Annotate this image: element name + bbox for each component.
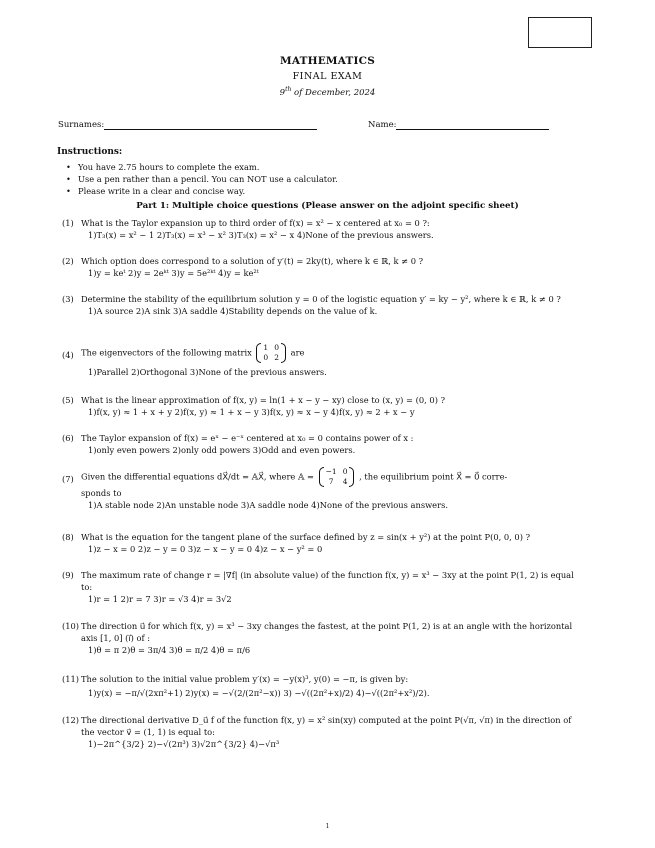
question-options: 1)A stable node 2)An unstable node 3)A saddle node 4)None of the previous answers. xyxy=(88,500,448,510)
score-box xyxy=(528,17,592,48)
question-12: (12) The directional derivative D_u⃗ f of the function f(x, y) = x² sin(xy) computed at the point P(√π, √π) in the direction of the vector v⃗ = (1, 1) is equal to: 1)−2π^{3/2} 2)−√(2π³) 3)√2π^{3/2} 4)−√π³ xyxy=(62,714,584,750)
name-label: Name: xyxy=(368,120,397,130)
part-title: Part 1: Multiple choice questions (Please answer on the adjoint specific sheet) xyxy=(136,201,519,211)
question-9: (9) The maximum rate of change r = |∇f| (in absolute value) of the function f(x, y) = x³ − 3xy at the point P(1, 2) is equal to: 1)r = 1 2)r = 7 3)r = √3 4)r = 3√2 xyxy=(62,569,584,605)
matrix: −1 0 7 4 xyxy=(319,467,355,487)
page-number: 1 xyxy=(325,823,330,830)
question-options: 1)θ = π 2)θ = 3π/4 3)θ = π/2 4)θ = π/6 xyxy=(88,645,251,655)
question-3: (3) Determine the stability of the equilibrium solution y = 0 of the logistic equation y′ = ky − y², where k ∈ ℝ, k ≠ 0 ? 1)A source 2)A sink 3)A saddle 4)Stability depends on the value of k. xyxy=(62,293,584,317)
name-field[interactable] xyxy=(368,120,549,130)
question-1: (1) What is the Taylor expansion up to third order of f(x) = x² − x centered at x₀ = 0 ?: 1)T₃(x) = x² − 1 2)T₃(x) = x³ − x² 3)T₃(x) = x² − x 4)None of the previous answers. xyxy=(62,217,584,241)
surnames-field[interactable] xyxy=(58,120,317,130)
question-options: 1)z − x = 0 2)z − y = 0 3)z − x − y = 0 4)z − x − y² = 0 xyxy=(88,544,323,554)
question-options: 1)y(x) = −π/√(2xπ²+1) 2)y(x) = −√(2/(2π²−x)) 3) −√((2π²+x)/2) 4)−√((2π²+x²)/2). xyxy=(88,688,430,698)
exam-title: MATHEMATICS xyxy=(280,55,375,67)
surnames-label: Surnames: xyxy=(58,120,105,130)
question-options: 1)Parallel 2)Orthogonal 3)None of the previous answers. xyxy=(88,367,327,377)
question-options: 1)T₃(x) = x² − 1 2)T₃(x) = x³ − x² 3)T₃(x) = x² − x 4)None of the previous answers. xyxy=(88,230,434,240)
question-options: 1)−2π^{3/2} 2)−√(2π³) 3)√2π^{3/2} 4)−√π³ xyxy=(88,739,280,749)
exam-date: 9th of December, 2024 xyxy=(279,86,376,98)
matrix: 1 0 0 2 xyxy=(256,343,286,363)
question-10: (10) The direction u⃗ for which f(x, y) = x³ − 3xy changes the fastest, at the point P(1, 2) is at an angle with the horizontal axis [1, 0] (i⃗) of : 1)θ = π 2)θ = 3π/4 3)θ = π/2 4)θ = π/6 xyxy=(62,620,584,656)
instructions-list xyxy=(66,161,338,197)
question-6: (6) The Taylor expansion of f(x) = eˣ − e⁻ˣ centered at x₀ = 0 contains power of x : 1)only even powers 2)only odd powers 3)Odd and even powers. xyxy=(62,432,584,456)
question-options: 1)r = 1 2)r = 7 3)r = √3 4)r = 3√2 xyxy=(88,594,232,604)
exam-subtitle: FINAL EXAM xyxy=(292,71,363,82)
question-options: 1)y = keᵗ 2)y = 2eᵏᵗ 3)y = 5e²ᵏᵗ 4)y = ke²ᵗ xyxy=(88,268,259,278)
question-8: (8) What is the equation for the tangent plane of the surface defined by z = sin(x + y²) at the point P(0, 0, 0) ? 1)z − x = 0 2)z − y = 0 3)z − x − y = 0 4)z − x − y² = 0 xyxy=(62,531,584,555)
question-4: (4) The eigenvectors of the following matrix 1 0 0 2 are 1)Parallel 2)Orthogonal 3)None of the previous answers. xyxy=(62,343,584,378)
instruction-item: • Use a pen rather than a pencil. You can NOT use a calculator. xyxy=(66,173,338,185)
question-7: (7) Given the differential equations dX⃗/dt = 𝔸X⃗, where 𝔸 = −1 0 7 4 , the equilibrium point X⃗ = 0⃗ corre- sponds to 1)A stable node 2)An unstable node 3)A saddle node 4)None of the previous answers. xyxy=(62,467,584,511)
question-11: (11) The solution to the initial value problem y′(x) = −y(x)³, y(0) = −π, is given by: 1)y(x) = −π/√(2xπ²+1) 2)y(x) = −√(2/(2π²−x)) 3) −√((2π²+x)/2) 4)−√((2π²+x²)/2). xyxy=(62,673,584,699)
question-options: 1)only even powers 2)only odd powers 3)Odd and even powers. xyxy=(88,445,356,455)
question-options: 1)f(x, y) ≈ 1 + x + y 2)f(x, y) ≈ 1 + x − y 3)f(x, y) ≈ x − y 4)f(x, y) ≈ 2 + x − y xyxy=(88,407,415,417)
question-2: (2) Which option does correspond to a solution of y′(t) = 2ky(t), where k ∈ ℝ, k ≠ 0 ? 1)y = keᵗ 2)y = 2eᵏᵗ 3)y = 5e²ᵏᵗ 4)y = ke²ᵗ xyxy=(62,255,584,279)
instructions-title: Instructions: xyxy=(57,147,123,157)
question-5: (5) What is the linear approximation of f(x, y) = ln(1 + x − y − xy) close to (x, y) = (0, 0) ? 1)f(x, y) ≈ 1 + x + y 2)f(x, y) ≈ 1 + x − y 3)f(x, y) ≈ x − y 4)f(x, y) ≈ 2 + x − y xyxy=(62,394,584,418)
instruction-item: • You have 2.75 hours to complete the exam. xyxy=(66,161,338,173)
question-options: 1)A source 2)A sink 3)A saddle 4)Stability depends on the value of k. xyxy=(88,306,378,316)
instruction-item: • Please write in a clear and concise way. xyxy=(66,185,338,197)
